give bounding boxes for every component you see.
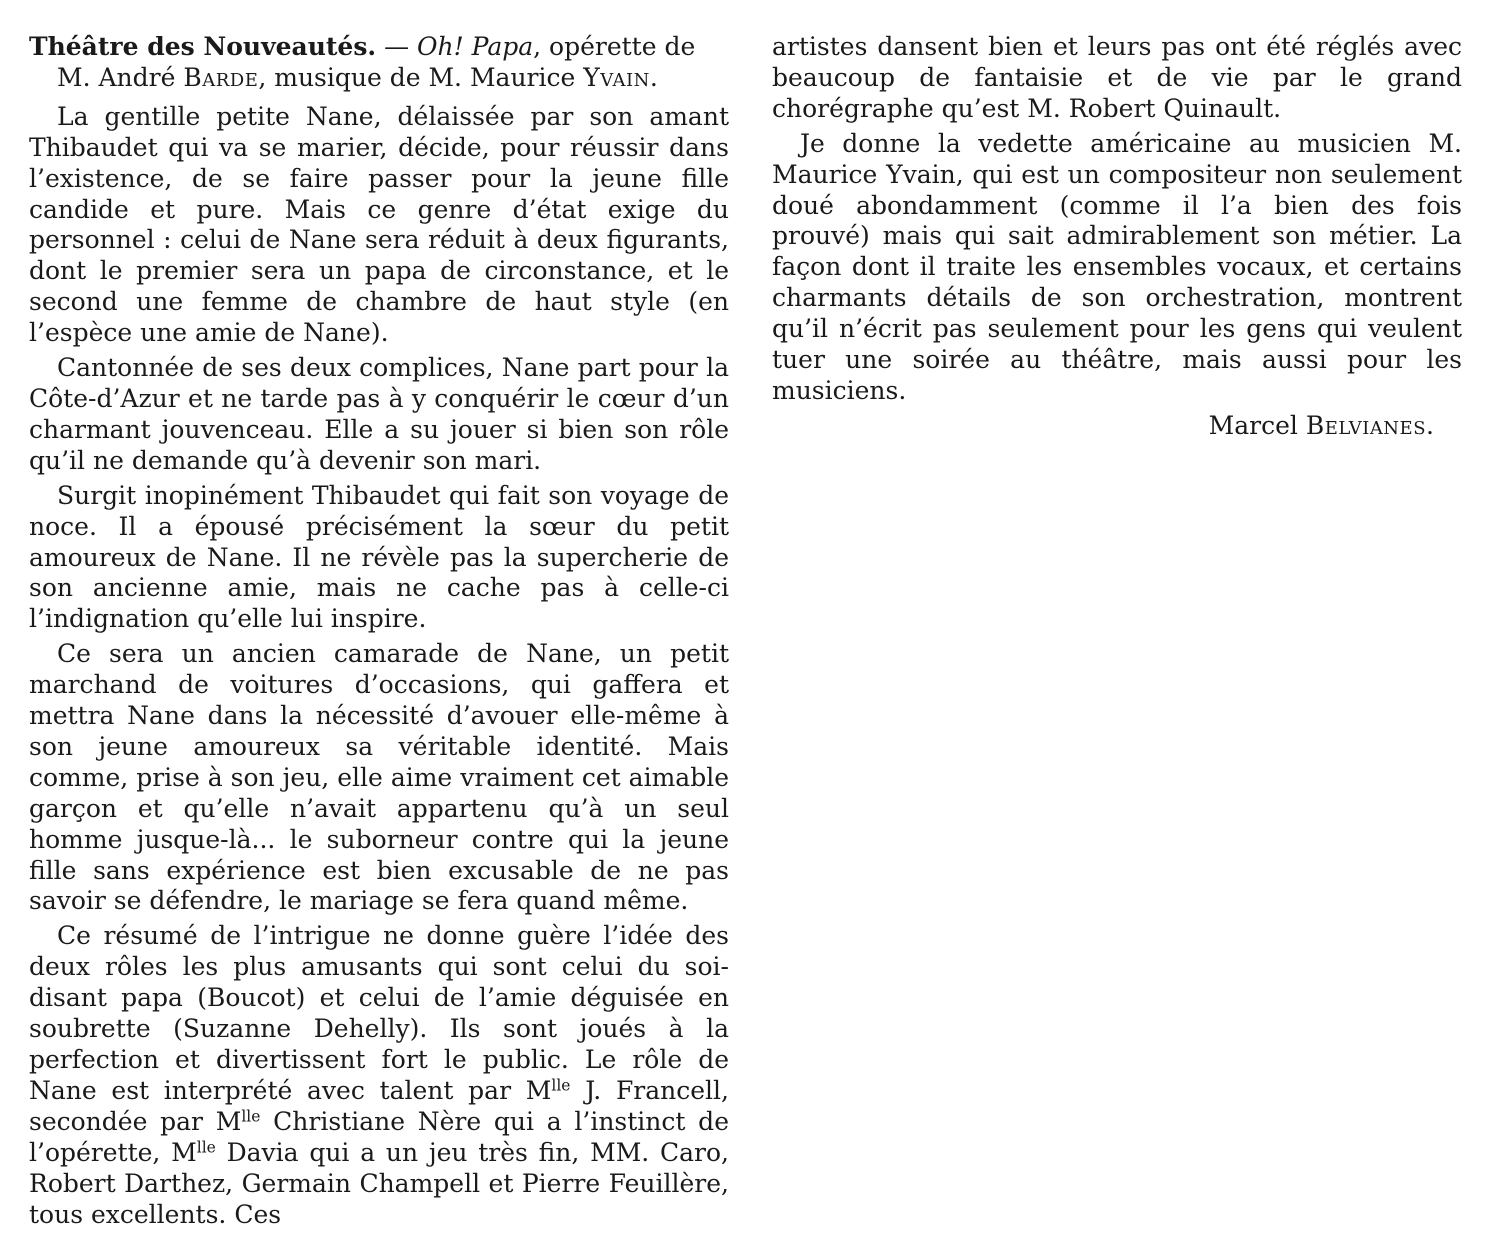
signature-end: .: [1426, 410, 1434, 440]
composer-name: Yvain: [583, 62, 650, 92]
paragraph-continuation: artistes dansent bien et leurs pas ont été réglés avec beaucoup de fantaisie et de vie par le grand chorégraphe qu’est M. Robert Quinault.: [772, 32, 1462, 123]
cast-text-1: Ce résumé de l’intrigue ne donne guère l’idée des deux rôles les plus amusants qui sont celui du soi-disant papa (Boucot) et celui de l’amie déguisée en soubrette (Suzanne Dehelly). Ils sont joués à la perfection et divertissent fort le public. Le rôle de Nane est interprété avec talent par M: [29, 921, 729, 1105]
heading-author-prefix: M. André: [57, 62, 184, 92]
heading-dash: —: [376, 32, 418, 61]
cast-superscript-3: lle: [196, 1138, 216, 1157]
paragraph-cast: [29, 921, 729, 1230]
play-title: Oh! Papa: [417, 32, 534, 61]
author-signature: [772, 411, 1462, 442]
paragraph-plot-1: La gentille petite Nane, délaissée par son amant Thibaudet qui va se marier, décide, pour réussir dans l’existence, de se faire passer pour la jeune fille candide et pure. Mais ce genre d’état exige du personnel : celui de Nane sera réduit à deux figurants, dont le premier sera un papa de circonstance, et le second une femme de chambre de haut style (en l’espèce une amie de Nane).: [29, 101, 729, 348]
cast-text-4: Davia qui a un jeu très fin, MM. Caro, Robert Darthez, Germain Champell et Pierre Feuillère, tous excellents. Ces: [29, 1137, 729, 1229]
heading-line-2: [29, 63, 729, 94]
paragraph-plot-2: Cantonnée de ses deux complices, Nane part pour la Côte-d’Azur et ne tarde pas à y conquérir le cœur d’un charmant jouvenceau. Elle a su jouer si bien son rôle qu’il ne demande qu’à devenir son mari.: [29, 353, 729, 475]
cast-superscript-2: lle: [241, 1107, 261, 1126]
heading-composer-prefix: , musique de M. Maurice: [258, 62, 584, 92]
heading-end: .: [649, 62, 658, 92]
paragraph-music: Je donne la vedette américaine au musicien M. Maurice Yvain, qui est un compositeur non seulement doué abondamment (comme il l’a bien des fois prouvé) mais qui sait admirablement son métier. La façon dont il traite les ensembles vocaux, et certains charmants détails de son orchestration, montrent qu’il n’écrit pas seulement pour les gens qui veulent tuer une soirée au théâtre, mais aussi pour les musiciens.: [772, 128, 1462, 405]
venue-name: Théâtre des Nouveautés.: [29, 32, 377, 61]
left-column: [29, 32, 729, 1234]
paragraph-plot-4: Ce sera un ancien camarade de Nane, un petit marchand de voitures d’occasions, qui gaffera et mettra Nane dans la nécessité d’avouer elle-même à son jeune amoureux sa véritable identité. Mais comme, prise à son jeu, elle aime vraiment cet aimable garçon et qu’elle n’avait appartenu qu’à un seul homme jusque-là... le suborneur contre qui la jeune fille sans expérience est bien excusable de ne pas savoir se défendre, le mariage se fera quand même.: [29, 639, 729, 916]
signature-last-name: Belvianes: [1305, 410, 1427, 440]
right-column: [772, 32, 1462, 446]
heading-text: , opérette de: [533, 32, 696, 61]
cast-superscript-1: lle: [551, 1076, 571, 1095]
paragraph-plot-3: Surgit inopinément Thibaudet qui fait son voyage de noce. Il a épousé précisément la sœur du petit amoureux de Nane. Il ne révèle pas la supercherie de son ancienne amie, mais ne cache pas à celle-ci l’indignation qu’elle lui inspire.: [29, 480, 729, 634]
cast-text-2: J. Francell, secondée par M: [29, 1075, 729, 1136]
article-heading: [29, 32, 729, 94]
signature-first-name: Marcel: [1208, 410, 1306, 440]
cast-text-3: Christiane Nère qui a l’instinct de l’opérette, M: [29, 1106, 729, 1167]
author-name: Barde: [183, 62, 259, 92]
